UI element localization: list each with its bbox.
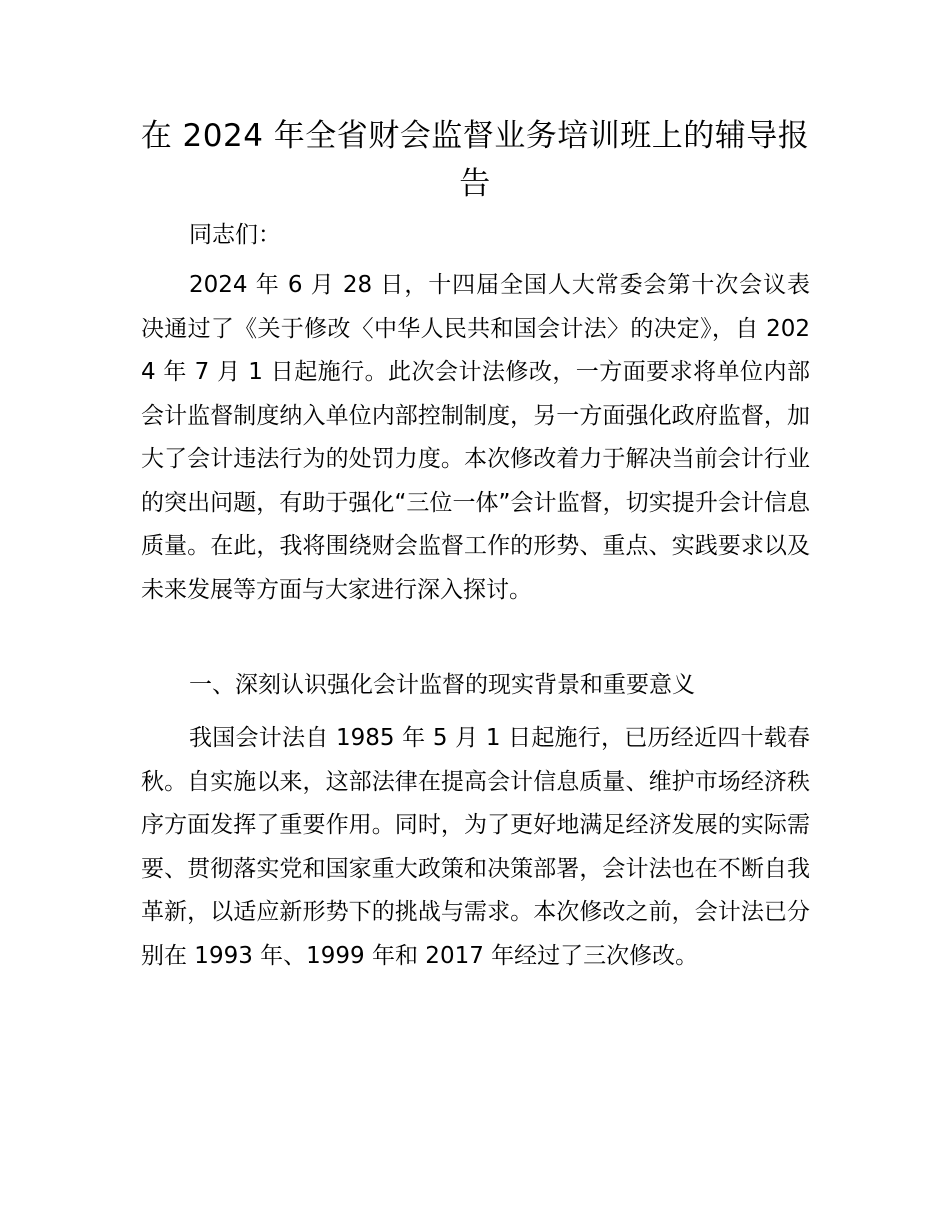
- intro-paragraph: 2024 年 6 月 28 日，十四届全国人大常委会第十次会议表决通过了《关于修改〈中华人民共和国会计法〉的决定》，自 2024 年 7 月 1 日起施行。此次会计法修改，一方面要求将单位内部会计监督制度纳入单位内部控制制度，另一方面强化政府监督，加大了会计违法行为的处罚力度。本次修改着力于解决当前会计行业的突出问题，有助于强化“三位一体”会计监督，切实提升会计信息质量。在此，我将围绕财会监督工作的形势、重点、实践要求以及未来发展等方面与大家进行深入探讨。: [141, 272, 810, 603]
- history-paragraph: 我国会计法自 1985 年 5 月 1 日起施行，已历经近四十载春秋。自实施以来，这部法律在提高会计信息质量、维护市场经济秩序方面发挥了重要作用。同时，为了更好地满足经济发展的实际需要、贯彻落实党和国家重大政策和决策部署，会计法也在不断自我革新，以适应新形势下的挑战与需求。本次修改之前，会计法已分别在 1993 年、1999 年和 2017 年经过了三次修改。: [141, 725, 810, 969]
- greeting-paragraph: 同志们：: [189, 222, 281, 248]
- document-title: 在 2024 年全省财会监督业务培训班上的辅导报告: [140, 118, 810, 202]
- section-heading: 一、深刻认识强化会计监督的现实背景和重要意义: [189, 672, 695, 698]
